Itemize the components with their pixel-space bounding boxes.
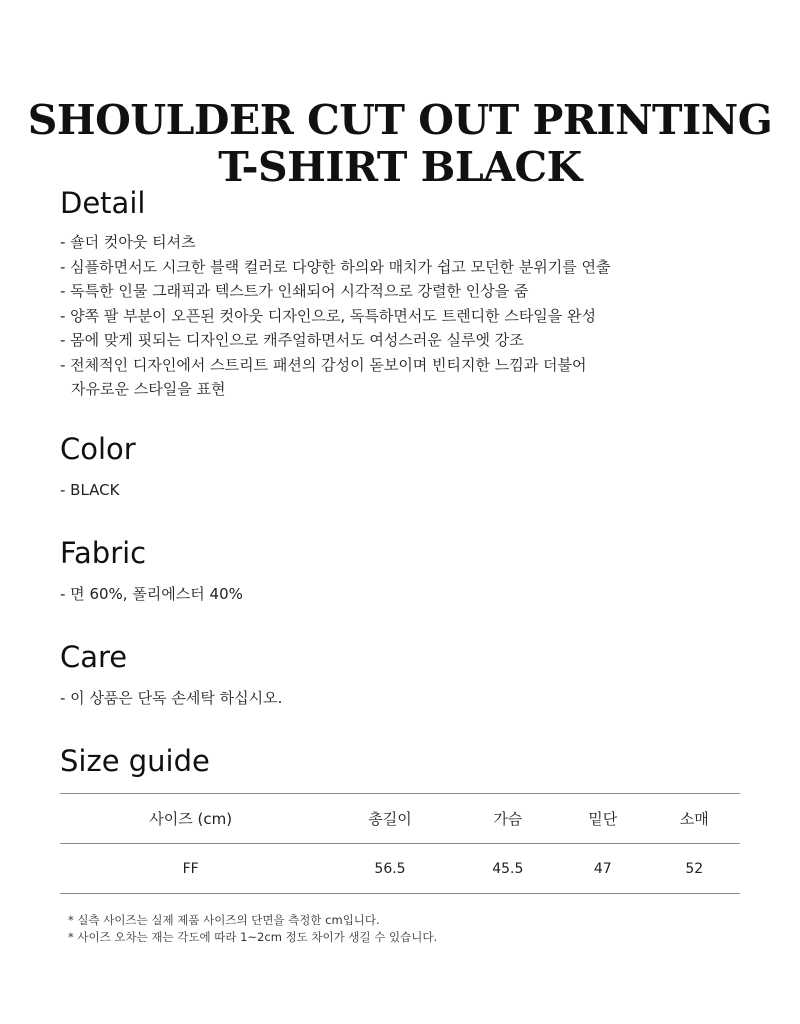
size-guide-heading: Size guide: [60, 744, 210, 778]
sleeve-col-header: 소매: [679, 810, 709, 828]
detail-list: [60, 230, 611, 402]
detail-line: - 숄더 컷아웃 티셔츠: [60, 233, 196, 251]
fabric-heading: Fabric: [60, 536, 147, 570]
detail-heading: Detail: [60, 186, 146, 220]
table-row: [60, 844, 740, 894]
chest-cell: 45.5: [492, 860, 524, 877]
detail-line: - 독특한 인물 그래픽과 텍스트가 인쇄되어 시각적으로 강렬한 인상을 줌: [60, 282, 529, 300]
color-list: [60, 478, 119, 503]
detail-line: - 심플하면서도 시크한 블랙 컬러로 다양한 하의와 매치가 쉽고 모던한 분위기를 연출: [60, 257, 611, 276]
size-note: * 실측 사이즈는 실제 제품 사이즈의 단면을 측정한 cm입니다.: [68, 913, 380, 927]
detail-line: - 양쪽 팔 부분이 오픈된 컷아웃 디자인으로, 독특하면서도 트렌디한 스타일을 완성: [60, 306, 597, 325]
detail-line-continued: 자유로운 스타일을 표현: [71, 380, 226, 398]
care-list: [60, 686, 282, 711]
size-col-header: 사이즈 (cm): [149, 810, 233, 828]
hem-cell: 47: [593, 860, 612, 877]
care-line: - 이 상품은 단독 손세탁 하십시오.: [60, 689, 283, 707]
product-title-line-2: T-SHIRT BLACK: [218, 143, 582, 192]
product-title: [0, 97, 800, 191]
fabric-line: - 면 60%, 폴리에스터 40%: [60, 585, 243, 603]
size-table-header-row: [60, 794, 740, 844]
hem-col-header: 밑단: [588, 810, 618, 828]
size-table: [60, 793, 740, 894]
size-notes: [68, 912, 437, 946]
care-heading: Care: [60, 640, 128, 674]
chest-col-header: 가슴: [493, 810, 523, 828]
color-line: - BLACK: [60, 481, 120, 499]
total-length-col-header: 총길이: [368, 810, 412, 828]
fabric-list: [60, 582, 243, 607]
detail-line: - 몸에 맞게 핏되는 디자인으로 캐주얼하면서도 여성스러운 실루엣 강조: [60, 331, 524, 349]
size-cell: FF: [182, 860, 199, 877]
detail-line: - 전체적인 디자인에서 스트리트 패션의 감성이 돋보이며 빈티지한 느낌과 더불어: [60, 355, 587, 374]
total-length-cell: 56.5: [374, 860, 406, 877]
sleeve-cell: 52: [685, 860, 704, 877]
product-title-line-1: SHOULDER CUT OUT PRINTING: [27, 96, 773, 145]
color-heading: Color: [60, 432, 136, 466]
size-note: * 사이즈 오차는 재는 각도에 따라 1~2cm 정도 차이가 생길 수 있습니다.: [68, 930, 438, 944]
